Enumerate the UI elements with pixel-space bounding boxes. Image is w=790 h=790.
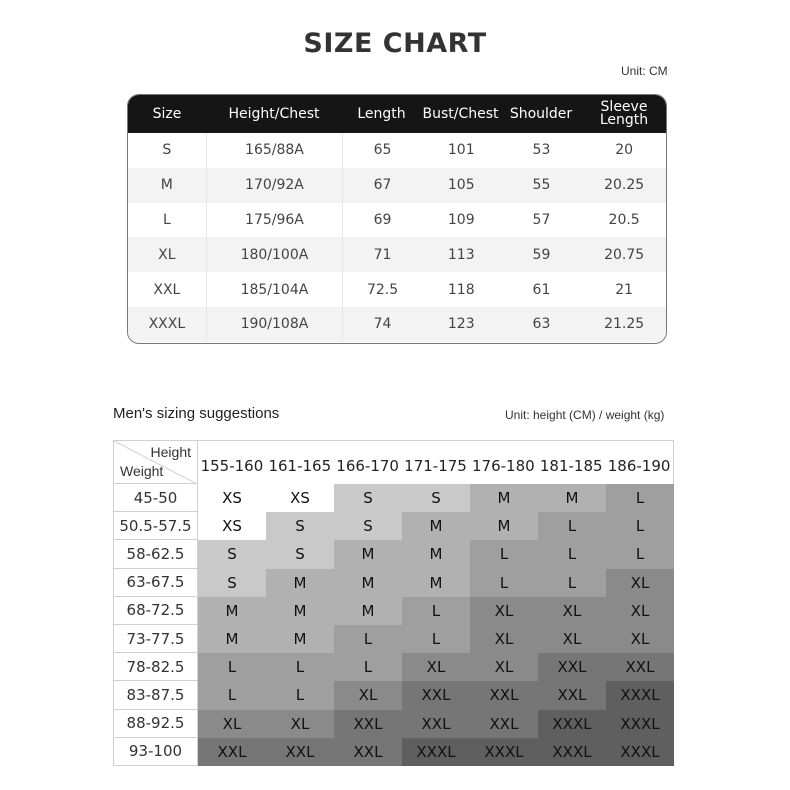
size-table-row xyxy=(128,272,666,307)
size-suggestion-cell: L xyxy=(266,653,334,681)
size-suggestion-cell: XL xyxy=(198,710,266,738)
size-suggestion-cell: XXL xyxy=(334,738,402,766)
size-suggestion-cell: XL xyxy=(606,625,674,653)
size-suggestion-cell: XXL xyxy=(470,710,538,738)
size-table-cell: 71 xyxy=(373,246,392,263)
weight-row-label: 45-50 xyxy=(113,484,198,512)
sizing-suggestion-grid xyxy=(113,440,674,766)
size-table-cell: 59 xyxy=(532,246,551,263)
weight-row-label: 63-67.5 xyxy=(113,569,198,597)
size-suggestion-cell: XL xyxy=(266,710,334,738)
size-suggestion-cell: XL xyxy=(402,653,470,681)
size-suggestion-cell: XL xyxy=(470,625,538,653)
size-suggestion-cell: L xyxy=(402,625,470,653)
weight-row-label: 50.5-57.5 xyxy=(113,512,198,540)
header-shoulder: Shoulder xyxy=(509,105,573,122)
size-suggestion-cell: M xyxy=(266,625,334,653)
size-table-cell: 123 xyxy=(447,316,475,333)
size-suggestion-cell: L xyxy=(606,512,674,540)
size-suggestion-cell: L xyxy=(538,540,606,568)
height-header-cell: 186-190 xyxy=(607,456,671,475)
size-chart-body xyxy=(128,133,666,342)
size-table-cell: 65 xyxy=(373,142,392,159)
size-suggestion-cell: M xyxy=(198,625,266,653)
size-suggestion-cell: XXL xyxy=(402,681,470,709)
size-suggestion-cell: XXL xyxy=(538,653,606,681)
size-suggestion-cell: M xyxy=(334,597,402,625)
size-suggestion-cell: S xyxy=(266,540,334,568)
size-table-cell: 165/88A xyxy=(206,133,344,168)
weight-row-label: 68-72.5 xyxy=(113,597,198,625)
size-table-cell: 67 xyxy=(373,177,392,194)
header-height-chest: Height/Chest xyxy=(228,105,320,122)
size-table-cell: 109 xyxy=(447,211,475,228)
size-table-cell: 175/96A xyxy=(206,203,344,238)
size-chart-table xyxy=(127,94,667,344)
height-header-cell: 176-180 xyxy=(472,456,535,475)
weight-row-label: 83-87.5 xyxy=(113,681,198,709)
size-suggestion-cell: L xyxy=(606,484,674,512)
height-header-cell: 166-170 xyxy=(336,456,399,475)
size-suggestion-cell: XXXL xyxy=(606,710,674,738)
size-suggestion-cell: XXXL xyxy=(538,738,606,766)
size-table-cell: 105 xyxy=(447,177,475,194)
size-suggestion-cell: XL xyxy=(470,597,538,625)
size-suggestion-cell: L xyxy=(538,512,606,540)
size-suggestion-cell: S xyxy=(198,540,266,568)
height-header-cell: 161-165 xyxy=(268,456,332,475)
size-suggestion-cell: XL xyxy=(470,653,538,681)
size-suggestion-cell: XXL xyxy=(334,710,402,738)
suggestions-unit: Unit: height (CM) / weight (kg) xyxy=(505,408,665,422)
size-suggestion-cell: M xyxy=(402,512,470,540)
size-table-row xyxy=(128,133,666,168)
size-table-cell: 21.25 xyxy=(604,316,645,333)
corner-weight-label: Weight xyxy=(120,463,164,479)
size-table-cell: 20.25 xyxy=(604,177,645,194)
size-suggestion-cell: XXXL xyxy=(470,738,538,766)
size-suggestion-cell: L xyxy=(470,569,538,597)
grid-corner xyxy=(113,440,198,484)
size-suggestion-cell: L xyxy=(198,681,266,709)
size-table-cell: 190/108A xyxy=(206,307,344,342)
size-table-cell: L xyxy=(162,211,171,228)
size-table-row xyxy=(128,203,666,238)
size-suggestion-cell: L xyxy=(266,681,334,709)
size-table-cell: 113 xyxy=(447,246,475,263)
size-suggestion-cell: XS xyxy=(266,484,334,512)
size-suggestion-cell: XXL xyxy=(606,653,674,681)
size-suggestion-cell: XL xyxy=(606,569,674,597)
size-table-cell: S xyxy=(162,142,172,159)
size-table-cell: 20.75 xyxy=(604,246,645,263)
height-header-cell: 171-175 xyxy=(404,456,467,475)
header-length: Length xyxy=(357,105,406,122)
size-suggestion-cell: L xyxy=(538,569,606,597)
size-suggestion-cell: S xyxy=(198,569,266,597)
size-table-cell: 69 xyxy=(373,211,392,228)
size-table-row xyxy=(128,307,666,342)
size-table-cell: 55 xyxy=(532,177,551,194)
size-suggestion-cell: XL xyxy=(606,597,674,625)
size-table-cell: 74 xyxy=(373,316,392,333)
size-suggestion-cell: L xyxy=(198,653,266,681)
corner-height-label: Height xyxy=(150,444,191,460)
height-header-row xyxy=(198,440,674,484)
size-suggestion-cell: XXL xyxy=(538,681,606,709)
height-header-cell: 155-160 xyxy=(200,456,264,475)
size-table-cell: 53 xyxy=(532,142,551,159)
size-suggestion-cell: M xyxy=(266,597,334,625)
size-table-cell: 180/100A xyxy=(206,237,344,272)
weight-row-label: 88-92.5 xyxy=(113,710,198,738)
size-suggestion-cell: M xyxy=(470,512,538,540)
size-suggestion-cell: XXXL xyxy=(402,738,470,766)
size-suggestion-cell: XXL xyxy=(198,738,266,766)
size-table-cell: 61 xyxy=(532,281,551,298)
height-header-cell: 181-185 xyxy=(539,456,603,475)
size-chart-header xyxy=(128,95,666,133)
size-suggestion-cell: S xyxy=(334,512,402,540)
weight-row-label: 93-100 xyxy=(113,738,198,766)
size-table-cell: 57 xyxy=(532,211,551,228)
unit-label: Unit: CM xyxy=(621,64,668,78)
size-suggestion-cell: XXL xyxy=(266,738,334,766)
size-suggestion-cell: L xyxy=(402,597,470,625)
size-table-row xyxy=(128,168,666,203)
size-table-cell: M xyxy=(160,177,173,194)
size-suggestion-cell: XXXL xyxy=(606,681,674,709)
size-table-row xyxy=(128,237,666,272)
size-table-cell: 20.5 xyxy=(608,211,640,228)
size-suggestion-cell: M xyxy=(538,484,606,512)
size-table-cell: 170/92A xyxy=(206,168,344,203)
size-suggestion-cell: L xyxy=(334,653,402,681)
size-table-cell: 185/104A xyxy=(206,272,344,307)
size-suggestion-cell: M xyxy=(266,569,334,597)
header-size: Size xyxy=(152,105,182,122)
size-table-cell: 72.5 xyxy=(366,281,399,298)
size-suggestion-cell: M xyxy=(198,597,266,625)
size-suggestion-cell: XS xyxy=(198,484,266,512)
header-sleeve-length: Sleeve Length xyxy=(599,99,649,128)
size-table-cell: 101 xyxy=(447,142,475,159)
size-suggestion-cell: XXXL xyxy=(538,710,606,738)
weight-row-label: 58-62.5 xyxy=(113,540,198,568)
size-table-cell: XXXL xyxy=(148,316,186,333)
size-suggestion-cell: L xyxy=(470,540,538,568)
header-bust-chest: Bust/Chest xyxy=(422,105,499,122)
size-grid-cells xyxy=(198,484,674,766)
size-suggestion-cell: M xyxy=(402,569,470,597)
size-suggestion-cell: M xyxy=(334,540,402,568)
page-title: SIZE CHART xyxy=(303,28,487,59)
size-suggestion-cell: S xyxy=(402,484,470,512)
size-table-cell: 20 xyxy=(615,142,634,159)
weight-row-label: 78-82.5 xyxy=(113,653,198,681)
size-suggestion-cell: M xyxy=(470,484,538,512)
size-suggestion-cell: XL xyxy=(334,681,402,709)
size-suggestion-cell: M xyxy=(402,540,470,568)
size-suggestion-cell: XL xyxy=(538,597,606,625)
size-table-cell: XXL xyxy=(153,281,181,298)
size-suggestion-cell: M xyxy=(334,569,402,597)
suggestions-title: Men's sizing suggestions xyxy=(113,405,280,422)
size-suggestion-cell: S xyxy=(266,512,334,540)
size-suggestion-cell: L xyxy=(606,540,674,568)
size-suggestion-cell: XXXL xyxy=(606,738,674,766)
size-table-cell: 21 xyxy=(615,281,634,298)
size-suggestion-cell: XXL xyxy=(402,710,470,738)
size-table-cell: 63 xyxy=(532,316,551,333)
size-suggestion-cell: XXL xyxy=(470,681,538,709)
size-suggestion-cell: S xyxy=(334,484,402,512)
weight-row-label: 73-77.5 xyxy=(113,625,198,653)
weight-column xyxy=(113,484,198,766)
size-suggestion-cell: XL xyxy=(538,625,606,653)
size-table-cell: XL xyxy=(158,246,176,263)
size-suggestion-cell: XS xyxy=(198,512,266,540)
size-table-cell: 118 xyxy=(447,281,475,298)
size-suggestion-cell: L xyxy=(334,625,402,653)
